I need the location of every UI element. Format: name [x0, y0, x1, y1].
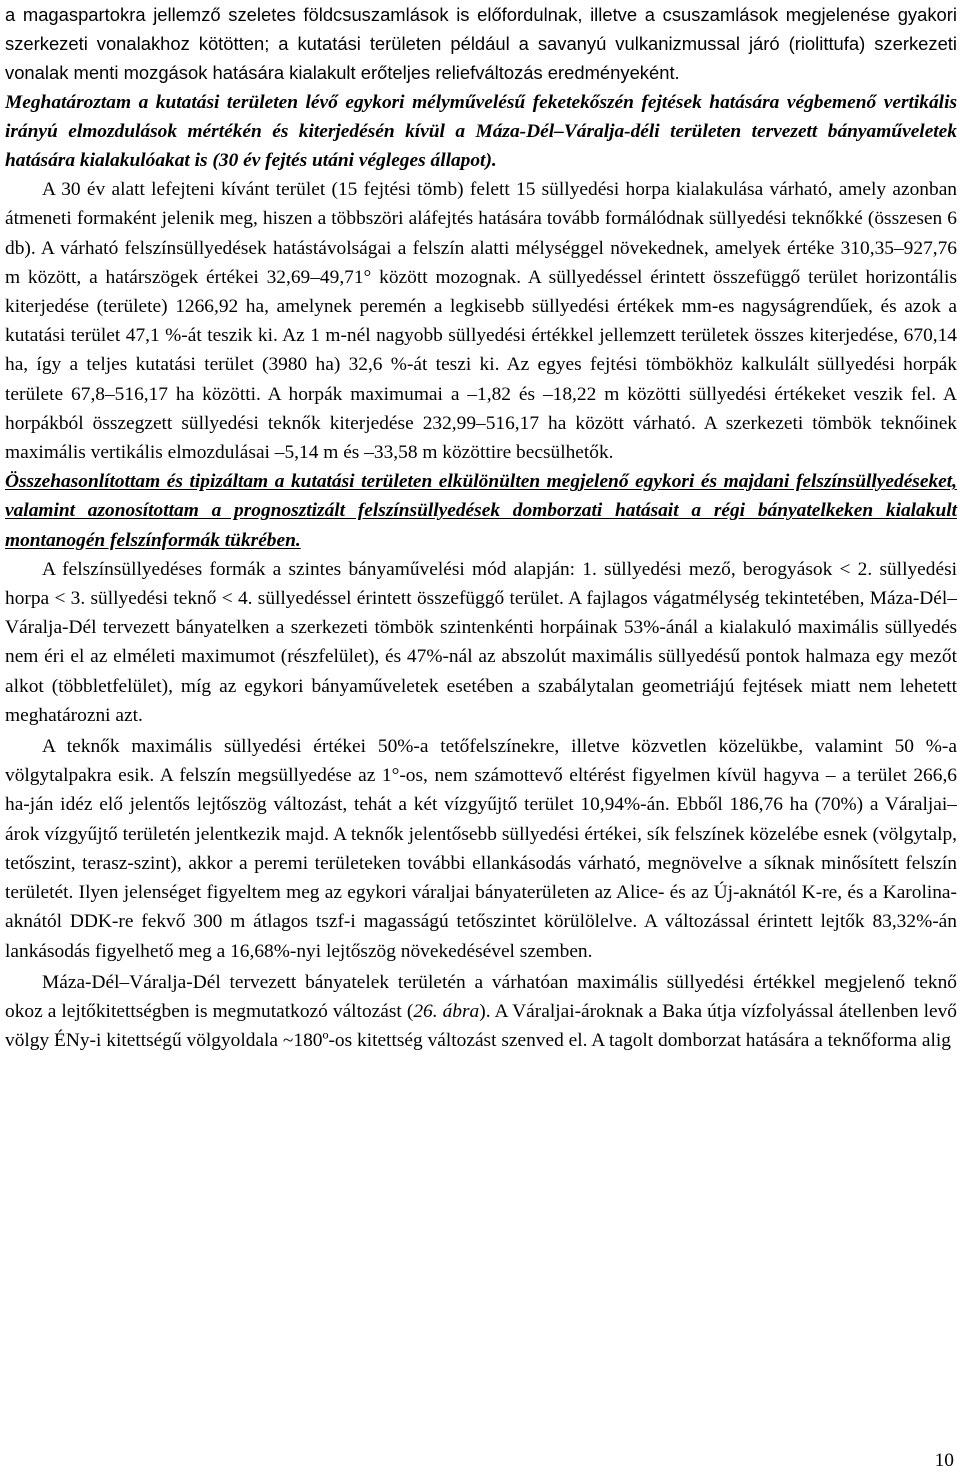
figure-reference: 26. ábra [413, 1000, 480, 1022]
paragraph-slope-exposure [5, 968, 957, 1056]
paragraph-thesis-comparison: Összehasonlítottam és tipizáltam a kutatási területen elkülönülten megjelenő egykori és majdani felszínsüllyedéseket, valamint azonosítottam a prognosztizált felszínsüllyedések domborzati hatásait a régi bányatelkeken kialakult montanogén felszínformák tükrében. [5, 471, 957, 551]
paragraph-landslides: a magaspartokra jellemző szeletes földcsuszamlások is előfordulnak, illetve a csuszamlások megjelenése gyakori szerkezeti vonalakhoz kötötten; a kutatási területen például a savanyú vulkanizmussal járó (riolittufa) szerkezeti vonalak menti mozgások hatására kialakult erőteljes reliefváltozás eredményeként. [5, 4, 957, 84]
paragraph-trough-maxima: A teknők maximális süllyedési értékei 50%-a tetőfelszínekre, illetve közvetlen közelükbe, valamint 50 %-a völgytalpakra esik. A felszín megsüllyedése az 1°-os, nem számottevő eltérést figyelmen kívül hagyva – a terület 266,6 ha-ján idéz elő jelentős lejtőszög változást, tehát a két vízgyűjtő terület 10,94%-án. Ebből 186,76 ha (70%) a Váraljai–árok vízgyűjtő területén jelentkezik majd. A teknők jelentősebb süllyedési értékei, sík felszínek közelébe esnek (völgytalp, tetőszint, terasz-szint), akkor a peremi területeken további ellankásodás várható, megnövelve a síknak minősített felszín területét. Ilyen jelenséget figyeltem meg az egykori váraljai bányaterületen az Alice- és az Új-aknától K-re, és a Karolina-aknától DDK-re fekvő 300 m átlagos tszf-i magasságú tetőszintet körülölelve. A változással érintett lejtők 83,32%-án lankásodás figyelhető meg a 16,68%-nyi lejtőszög növekedésével szemben. [5, 736, 957, 962]
document-page [5, 0, 957, 1055]
paragraph-subsidence-results: A 30 év alatt lefejteni kívánt terület (15 fejtési tömb) felett 15 süllyedési horpa kialakulása várható, amely azonban átmeneti formaként jelenik meg, hiszen a többszöri aláfejtés hatására tovább formálódnak süllyedési teknőkké (összesen 6 db). A várható felszínsüllyedések hatástávolságai a felszín alatti mélységgel növekednek, amelyek értéke 310,35–927,76 m között, a határszögek értékei 32,69–49,71° között mozognak. A süllyedéssel érintett összefüggő terület horizontális kiterjedése (területe) 1266,92 ha, amelynek peremén a legkisebb süllyedési értékek mm-es nagyságrendűek, és azok a kutatási terület 47,1 %-át teszik ki. Az 1 m-nél nagyobb süllyedési értékkel jellemzett területek összes kiterjedése, 670,14 ha, így a teljes kutatási terület (3980 ha) 32,6 %-át teszi ki. Az egyes fejtési tömbökhöz kalkulált süllyedési horpák területe 67,8–516,17 ha közötti. A horpák maximumai a –1,82 és –18,22 m közötti süllyedési értékeket veszik fel. A horpákból összegzett süllyedési teknők kiterjedése 232,99–516,17 ha között várható. A szerkezeti tömbök teknőinek maximális vertikális elmozdulásai –5,14 m és –33,58 m közöttire becsülhetők. [5, 179, 957, 464]
page-number: 10 [934, 1450, 954, 1471]
paragraph-slope-exposure-start: Máza-Dél–Váralja-Dél tervezett bányatelek területén a várhatóan maximális süllyedési értékkel megjelenő teknő okoz a lejtőkitettségben is megmutatkozó változást ( [5, 971, 957, 1022]
paragraph-thesis-subsidence: Meghatároztam a kutatási területen lévő egykori mélyművelésű feketekőszén fejtések hatására végbemenő vertikális irányú elmozdulások mértékén és kiterjedésén kívül a Máza-Dél–Váralja-déli területen tervezett bányaműveletek hatására kialakulóakat is (30 év fejtés utáni végleges állapot). [5, 91, 957, 172]
paragraph-slope-exposure-end: ). A Váraljai-ároknak a Baka útja vízfolyással átellenben levő völgy ÉNy-i kitettségű völgyoldala ~180º-os kitettség változást szenved el. A tagolt domborzat hatására a teknőforma alig [5, 1000, 957, 1052]
paragraph-subsidence-forms: A felszínsüllyedéses formák a szintes bányaművelési mód alapján: 1. süllyedési mező, berogyások < 2. süllyedési horpa < 3. süllyedési teknő < 4. süllyedéssel érintett összefüggő terület. A fajlagos vágatmélység tekintetében, Máza-Dél–Váralja-Dél tervezett bányatelken a szerkezeti tömbök szintenkénti horpáinak 53%-ánál a kialakuló maximális süllyedés nem éri el az elméleti maximumot (részfelület), és 47%-nál az abszolút maximális süllyedésű pontok halmaza egy mezőt alkot (többletfelület), míg az egykori bányaműveletek esetében a szabálytalan geometriájú fejtések miatt nem lehetett meghatározni azt. [5, 558, 957, 726]
